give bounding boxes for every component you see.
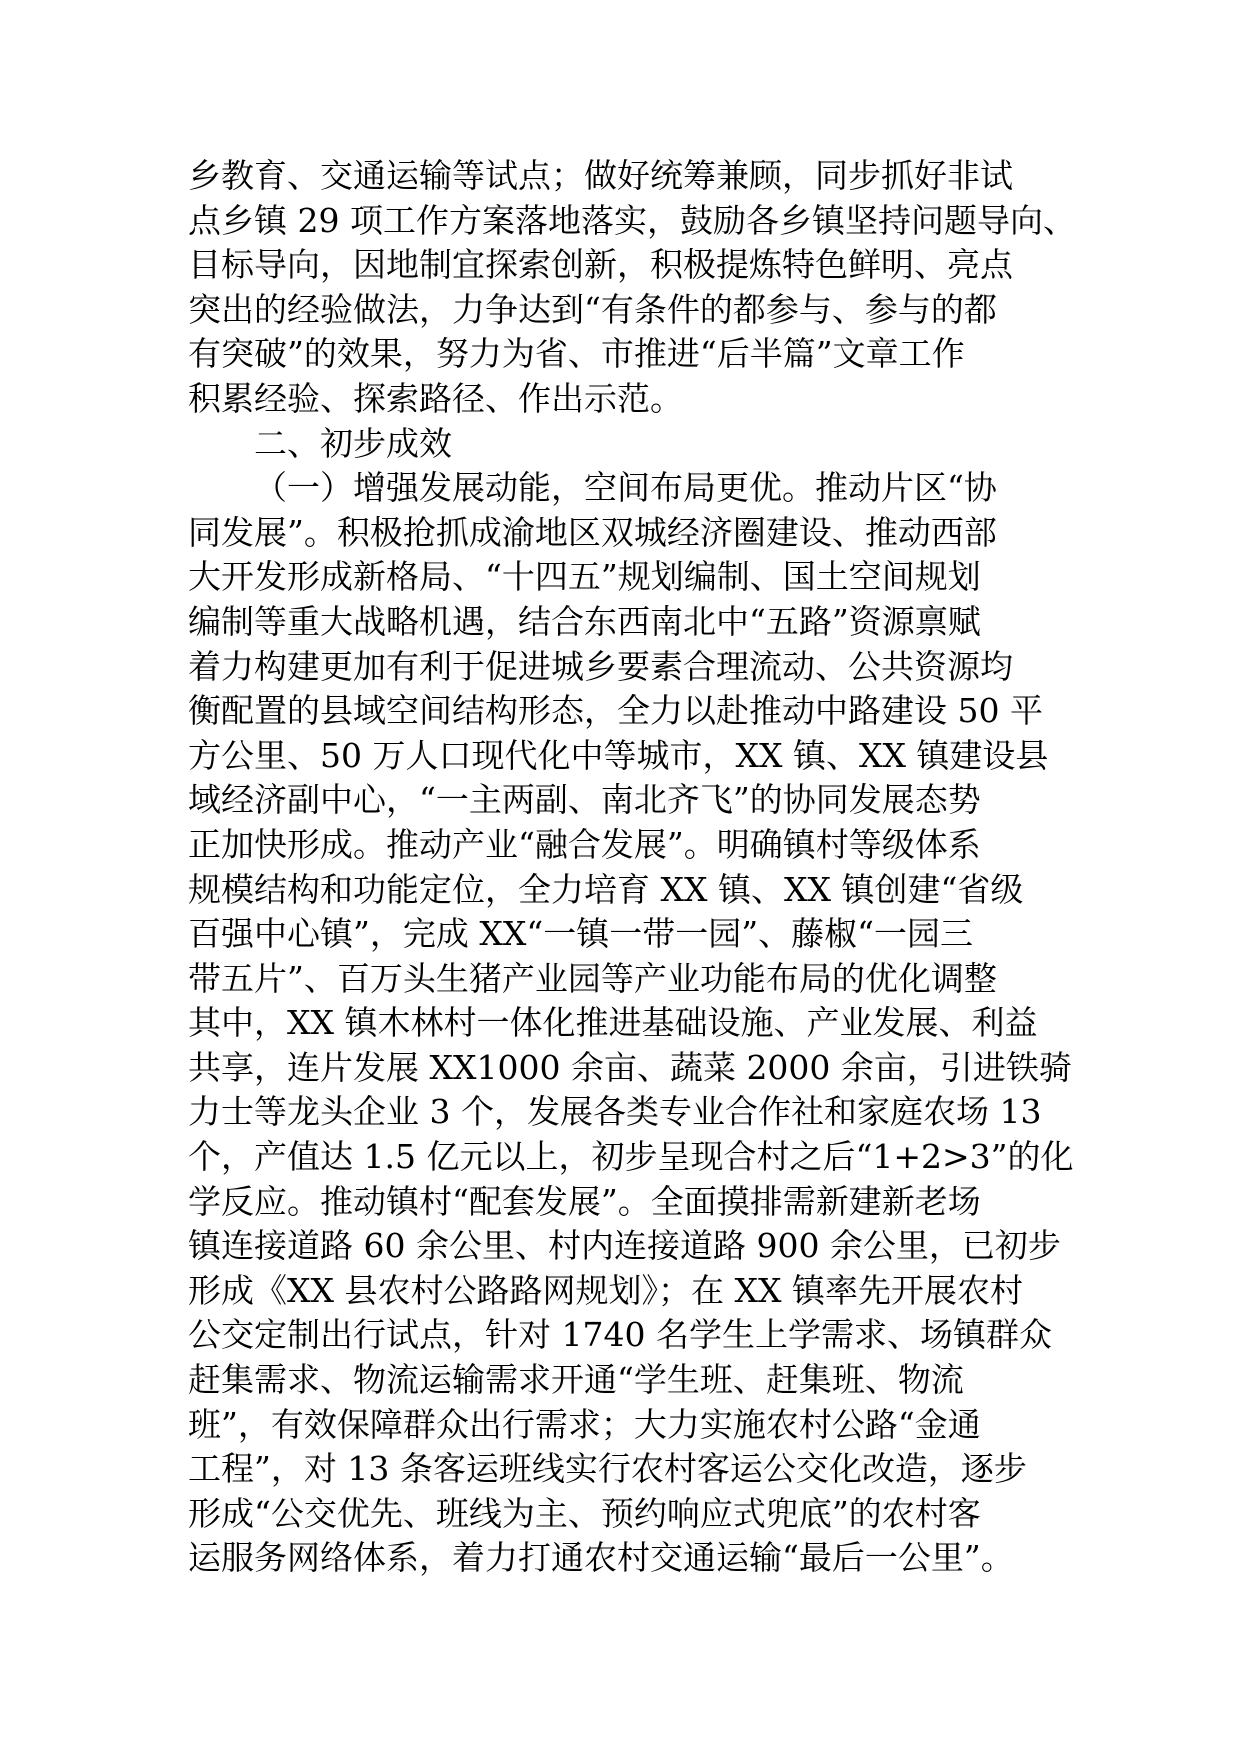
paragraph-line: 方公里、50 万人口现代化中等城市，XX 镇、XX 镇建设县 bbox=[188, 735, 1049, 775]
paragraph-line: 公交定制出行试点，针对 1740 名学生上学需求、场镇群众 bbox=[188, 1315, 1052, 1355]
paragraph-line: 带五片”、百万头生猪产业园等产业功能布局的优化调整 bbox=[188, 958, 997, 998]
paragraph-line: 共享，连片发展 XX1000 余亩、蔬菜 2000 余亩，引进铁骑 bbox=[188, 1047, 1072, 1087]
paragraph-line: 着力构建更加有利于促进城乡要素合理流动、公共资源均 bbox=[188, 646, 1013, 686]
paragraph-line: 学反应。推动镇村“配套发展”。全面摸排需新建新老场 bbox=[188, 1181, 981, 1221]
paragraph-line: 力士等龙头企业 3 个，发展各类专业合作社和家庭农场 13 bbox=[188, 1092, 1042, 1132]
paragraph-line: 个，产值达 1.5 亿元以上，初步呈现合村之后“1+2>3”的化 bbox=[188, 1137, 1074, 1177]
subsection-heading-line: （一）增强发展动能，空间布局更优。推动片区“协 bbox=[254, 468, 997, 508]
paragraph-line: 域经济副中心，“一主两副、南北齐飞”的协同发展态势 bbox=[188, 780, 981, 820]
paragraph-line: 有突破”的效果，努力为省、市推进“后半篇”文章工作 bbox=[188, 334, 965, 374]
paragraph-line: 积累经验、探索路径、作出示范。 bbox=[188, 378, 683, 418]
paragraph-line: 赶集需求、物流运输需求开通“学生班、赶集班、物流 bbox=[188, 1360, 964, 1400]
paragraph-line: 编制等重大战略机遇，结合东西南北中“五路”资源禀赋 bbox=[188, 601, 981, 641]
paragraph-line: 正加快形成。推动产业“融合发展”。明确镇村等级体系 bbox=[188, 824, 981, 864]
paragraph-line: 工程”，对 13 条客运班线实行农村客运公交化改造，逐步 bbox=[188, 1449, 1027, 1489]
section-heading: 二、初步成效 bbox=[254, 423, 452, 463]
paragraph-line: 其中，XX 镇木林村一体化推进基础设施、产业发展、利益 bbox=[188, 1003, 1038, 1043]
paragraph-line: 规模结构和功能定位，全力培育 XX 镇、XX 镇创建“省级 bbox=[188, 869, 1024, 909]
paragraph-line: 衡配置的县域空间结构形态，全力以赴推动中路建设 50 平 bbox=[188, 691, 1043, 731]
paragraph-line: 镇连接道路 60 余公里、村内连接道路 900 余公里，已初步 bbox=[188, 1226, 1061, 1266]
paragraph-line: 目标导向，因地制宜探索创新，积极提炼特色鲜明、亮点 bbox=[188, 245, 1013, 285]
document-page bbox=[188, 154, 1076, 1581]
paragraph-line: 班”，有效保障群众出行需求；大力实施农村公路“金通 bbox=[188, 1404, 981, 1444]
paragraph-line: 百强中心镇”，完成 XX“一镇一带一园”、藤椒“一园三 bbox=[188, 914, 973, 954]
paragraph-line: 乡教育、交通运输等试点；做好统筹兼顾，同步抓好非试 bbox=[188, 156, 1013, 195]
paragraph-line: 突出的经验做法，力争达到“有条件的都参与、参与的都 bbox=[188, 289, 997, 329]
paragraph-line: 同发展”。积极抢抓成渝地区双城经济圈建设、推动西部 bbox=[188, 512, 997, 552]
paragraph-line: 点乡镇 29 项工作方案落地落实，鼓励各乡镇坚持问题导向、 bbox=[188, 200, 1076, 240]
paragraph-line: 形成《XX 县农村公路路网规划》；在 XX 镇率先开展农村 bbox=[188, 1270, 1023, 1310]
paragraph-line: 运服务网络体系，着力打通农村交通运输“最后一公里”。 bbox=[188, 1538, 1014, 1578]
paragraph-line: 大开发形成新格局、“十四五”规划编制、国土空间规划 bbox=[188, 557, 981, 597]
paragraph-line: 形成“公交优先、班线为主、预约响应式兜底”的农村客 bbox=[188, 1493, 981, 1533]
